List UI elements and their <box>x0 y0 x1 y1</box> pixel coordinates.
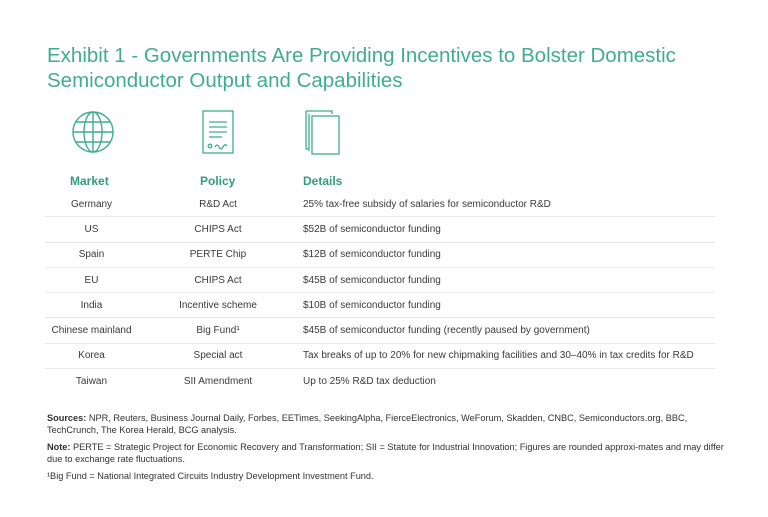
sources-note <box>47 413 727 436</box>
cell-details: $12B of semiconductor funding <box>303 249 441 261</box>
cell-market: Taiwan <box>75 376 108 388</box>
cell-market: EU <box>84 274 99 286</box>
table-row <box>45 293 715 318</box>
page-title <box>47 43 737 93</box>
cell-market: Chinese mainland <box>51 325 132 337</box>
table-row <box>45 192 715 217</box>
title-line-2: Semiconductor Output and Capabilities <box>47 69 403 92</box>
cell-details: Up to 25% R&D tax deduction <box>303 376 436 388</box>
note-label: Note: <box>47 442 71 452</box>
document-icon <box>202 110 234 154</box>
table-header <box>45 170 715 192</box>
cell-details: $10B of semiconductor funding <box>303 299 441 311</box>
sources-label: Sources: <box>47 413 87 423</box>
cell-market: Spain <box>78 249 105 261</box>
cell-policy: Incentive scheme <box>179 299 257 311</box>
header-policy: Policy <box>200 174 236 188</box>
table-row <box>45 344 715 369</box>
cell-policy: CHIPS Act <box>194 274 242 286</box>
table-row <box>45 369 715 394</box>
title-line-1: Exhibit 1 - Governments Are Providing Incentives to Bolster Domestic <box>47 44 676 67</box>
header-market: Market <box>70 174 109 188</box>
abbreviation-note <box>47 442 727 465</box>
header-details: Details <box>303 174 343 188</box>
cell-details: $52B of semiconductor funding <box>303 223 441 235</box>
globe-icon <box>71 110 115 154</box>
cell-policy: CHIPS Act <box>194 223 242 235</box>
cell-details: 25% tax-free subsidy of salaries for semiconductor R&D <box>303 198 551 210</box>
incentives-table <box>45 170 715 394</box>
table-row <box>45 217 715 242</box>
cell-market: Korea <box>78 350 105 362</box>
cell-policy: R&D Act <box>199 198 237 210</box>
cell-market: US <box>84 223 99 235</box>
cell-policy: SII Amendment <box>183 376 253 388</box>
cell-market: Germany <box>70 198 113 210</box>
table-body <box>45 192 715 394</box>
pages-icon <box>305 110 341 156</box>
cell-policy: Big Fund¹ <box>196 325 240 337</box>
icon-row <box>0 110 768 158</box>
cell-policy: Special act <box>193 350 243 362</box>
cell-market: India <box>80 299 103 311</box>
footnotes <box>47 413 727 489</box>
table-row <box>45 268 715 293</box>
cell-policy: PERTE Chip <box>189 249 247 261</box>
footnote: ¹Big Fund = National Integrated Circuits Industry Development Investment Fund. <box>47 471 374 481</box>
cell-details: Tax breaks of up to 20% for new chipmaking facilities and 30–40% in tax credits for R&D <box>303 350 694 362</box>
table-row <box>45 318 715 343</box>
cell-details: $45B of semiconductor funding <box>303 274 441 286</box>
cell-details: $45B of semiconductor funding (recently paused by government) <box>303 325 590 337</box>
table-row <box>45 243 715 268</box>
sources-text: NPR, Reuters, Business Journal Daily, Forbes, EETimes, SeekingAlpha, FierceElectronics, WeForum, Skadden, CNBC, Semiconductors.org, BBC, TechCrunch, The Korea Herald, BCG analysis. <box>47 413 688 435</box>
note-text: PERTE = Strategic Project for Economic Recovery and Transformation; SII = Statute for Industrial Innovation; Figures are rounded approxi-mates and may differ due to exchange rate fluctuations. <box>47 442 724 464</box>
